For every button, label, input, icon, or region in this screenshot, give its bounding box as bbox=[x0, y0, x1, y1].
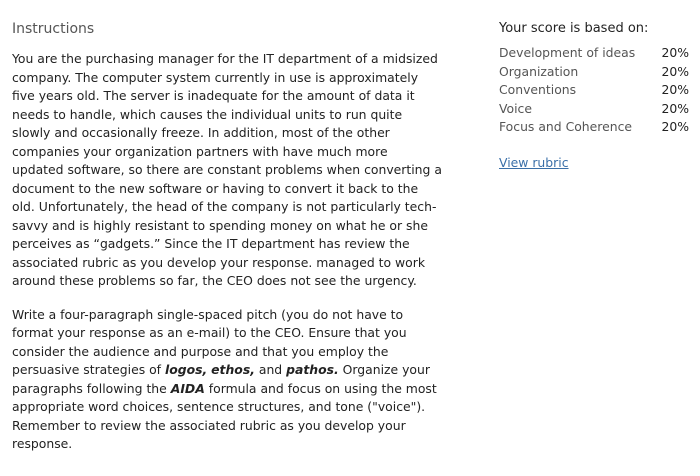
criterion-percent: 20% bbox=[661, 45, 689, 60]
view-rubric-link[interactable]: View rubric bbox=[499, 154, 569, 170]
task-text-1: Write a four-paragraph single-spaced pitch (you do not have to format your response as an e-mail) to the CEO. Ensure that you consider the audience and purpose and that you employ the persuasive strategies of bbox=[12, 306, 407, 377]
score-title: Your score is based on: bbox=[499, 21, 649, 36]
score-row-organization bbox=[499, 63, 689, 82]
criterion-label: Development of ideas bbox=[499, 45, 636, 60]
criterion-percent: 20% bbox=[661, 119, 689, 134]
instructions-paragraph-task bbox=[12, 306, 442, 454]
term-pathos: pathos. bbox=[286, 362, 339, 377]
term-ethos: ethos, bbox=[211, 362, 255, 377]
instructions-heading: Instructions bbox=[12, 21, 95, 37]
criterion-label: Organization bbox=[499, 63, 579, 79]
task-text-4: Organize your paragraphs following the bbox=[12, 362, 430, 396]
score-row-voice bbox=[499, 100, 689, 119]
score-row-focus bbox=[499, 118, 689, 137]
score-row-conventions bbox=[499, 81, 689, 100]
term-aida: AIDA bbox=[170, 380, 205, 396]
task-text-5: formula and focus on using the most appropriate word choices, sentence structures, and tone ("voice"). Remember to review the associated rubric as you develop your response. bbox=[12, 380, 437, 451]
criterion-label: Focus and Coherence bbox=[499, 119, 633, 134]
score-panel bbox=[499, 18, 689, 171]
criterion-label: Voice bbox=[499, 100, 532, 116]
criterion-percent: 20% bbox=[661, 82, 689, 97]
instructions-panel bbox=[12, 18, 442, 454]
score-row-development bbox=[499, 44, 689, 63]
criterion-label: Conventions bbox=[499, 82, 577, 97]
task-text-3: and bbox=[254, 362, 287, 377]
term-logos: logos, bbox=[164, 362, 208, 377]
criterion-percent: 20% bbox=[661, 63, 689, 79]
instructions-paragraph-scenario: You are the purchasing manager for the IT department of a midsized company. The computer system currently in use is approximately five years old. The server is inadequate for the amount of data it needs to handle, which causes the individual units to run quite slowly and occasionally freeze. In addition, most of the other companies your organization partners with have much more updated software, so there are constant problems when converting a document to the new software or having to convert it back to the old. Unfortunately, the head of the company is not particularly tech-savvy and is highly resistant to spending money on what he or she perceives as “gadgets.” Since the IT department has review the associated rubric as you develop your response. managed to work around these problems so far, the CEO does not see the urgency. bbox=[12, 51, 442, 288]
criterion-percent: 20% bbox=[661, 100, 689, 116]
